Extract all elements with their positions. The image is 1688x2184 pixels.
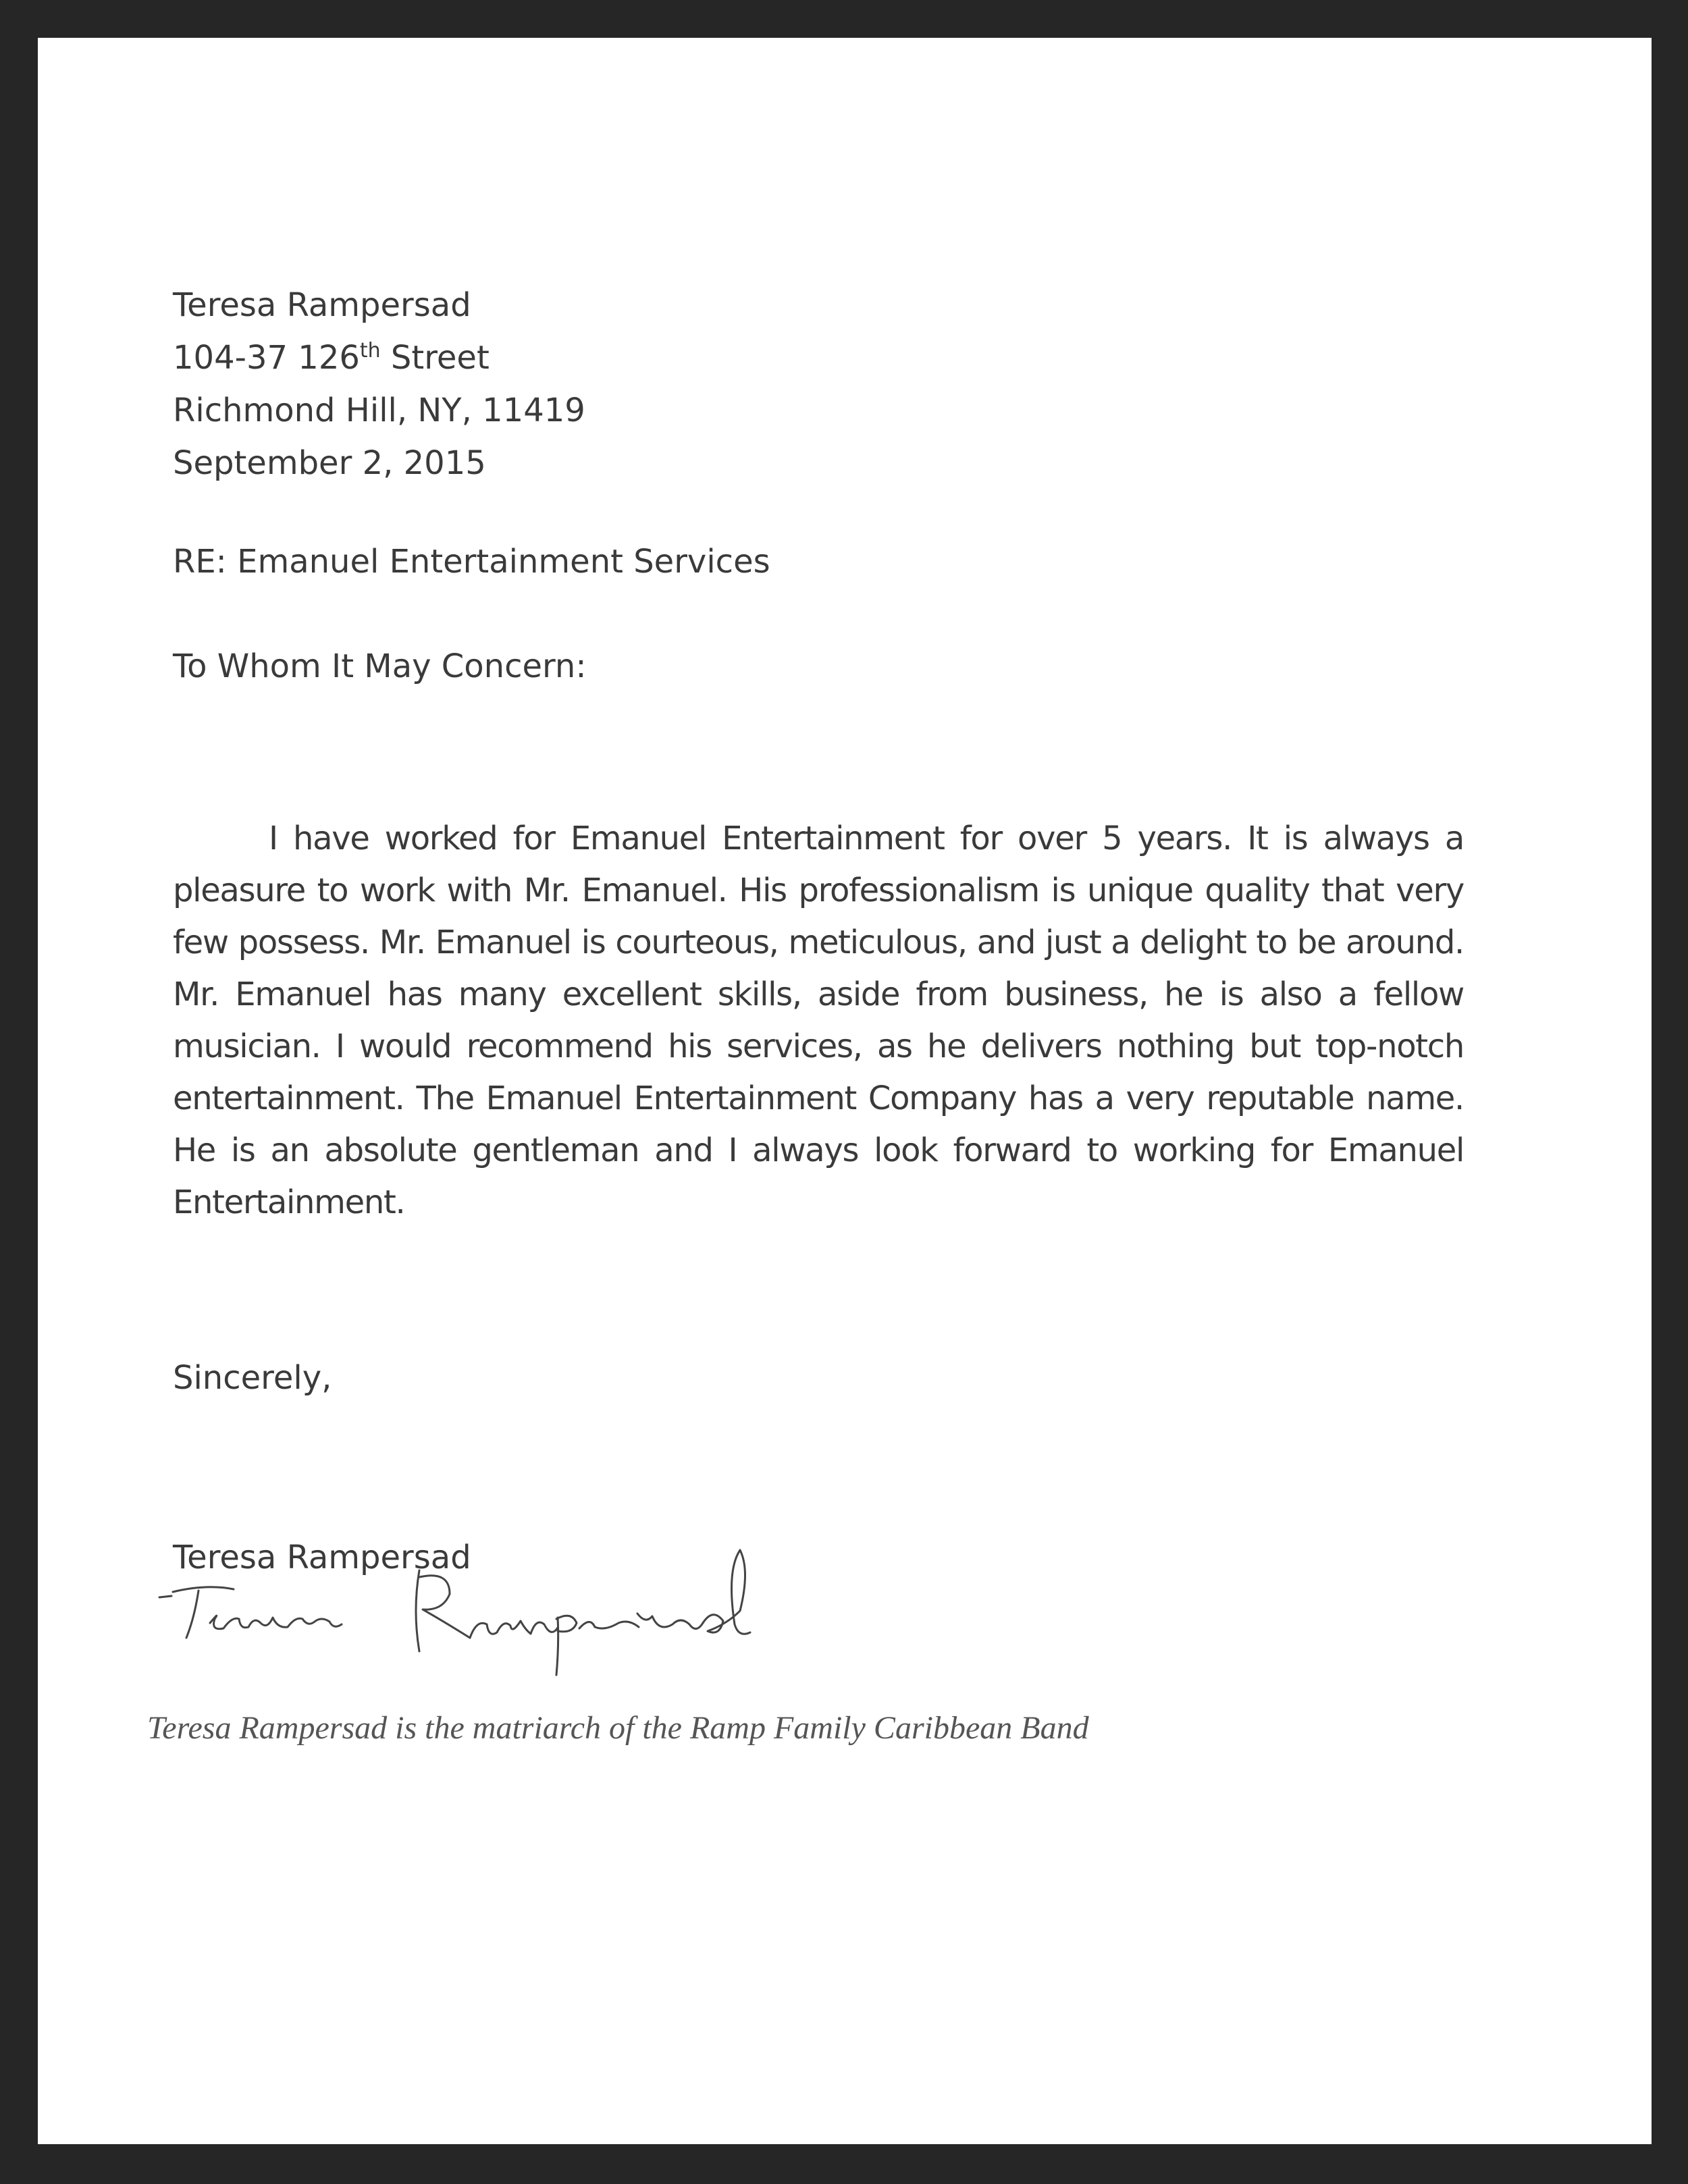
signer-name: Teresa Rampersad [173,1539,471,1576]
salutation: To Whom It May Concern: [173,647,587,685]
subject-line: RE: Emanuel Entertainment Services [173,543,770,581]
street-ordinal-suffix: th [359,339,381,363]
sender-street-line [173,331,585,384]
sender-city-line: Richmond Hill, NY, 11419 [173,392,585,429]
sender-name: Teresa Rampersad [173,286,471,324]
signer-caption: Teresa Rampersad is the matriarch of the Ramp Family Caribbean Band [147,1710,1089,1746]
letter-body: I have worked for Emanuel Entertainment for over 5 years. It is always a pleasure to work with Mr. Emanuel. His professionalism is unique quality that very few possess. Mr. Emanuel is courteous, meticulous, and just a delight to be around. Mr. Emanuel has many excellent skills, aside from business, he is also a fellow musician. I would recommend his services, as he delivers nothing but top-notch entertainment. The Emanuel Entertainment Company has a very reputable name. He is an absolute gentleman and I always look forward to working for Emanuel Entertainment. [173,820,1464,1221]
sender-address-block [173,279,585,489]
handwritten-signature [153,1543,828,1685]
street-name: Street [380,339,490,377]
letter-page [38,38,1652,2144]
letter-date: September 2, 2015 [173,444,486,482]
closing: Sincerely, [173,1359,332,1397]
street-number: 104-37 126 [173,339,360,377]
